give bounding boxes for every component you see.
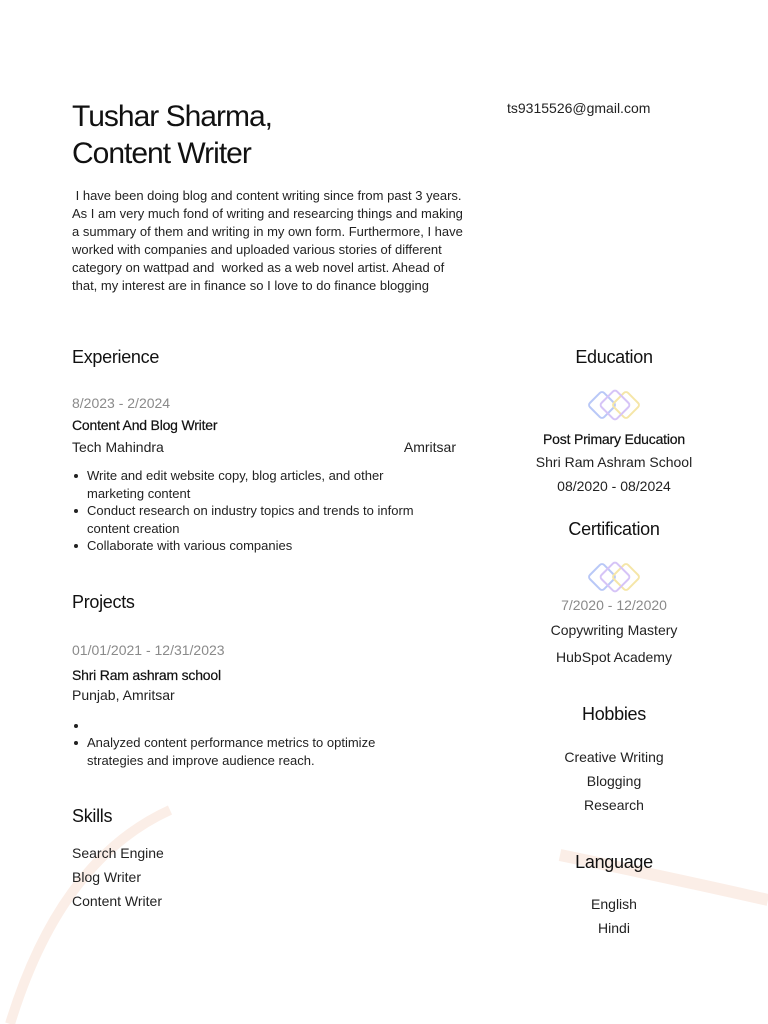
project-date: 01/01/2021 - 12/31/2023 — [72, 641, 225, 658]
education-school: Shri Ram Ashram School — [535, 454, 693, 470]
stacked-diamonds-icon — [586, 561, 642, 595]
candidate-name — [72, 98, 272, 172]
experience-location: Amritsar — [403, 439, 456, 455]
hobbies-heading: Hobbies — [582, 704, 646, 724]
language-item: Hindi — [598, 920, 630, 936]
certification-heading: Certification — [568, 519, 660, 539]
skill-item: Content Writer — [72, 893, 162, 909]
experience-company-row — [72, 439, 456, 455]
stacked-diamonds-icon — [586, 389, 642, 423]
education-date: 08/2020 - 08/2024 — [557, 478, 671, 494]
hobby-item: Research — [584, 797, 644, 813]
skills-heading: Skills — [72, 806, 113, 826]
profile-summary: I have been doing blog and content writing since from past 3 years. As I am very much fond of writing and researcing things and making a summary of them and writing in my own form. Furthermore, I have worked with companies and uploaded various stories of different category on wattpad and worked as a web novel artist. Ahead of that, my interest are in finance so I love to do finance blogging — [72, 188, 463, 293]
experience-company: Tech Mahindra — [72, 439, 164, 455]
list-item: Write and edit website copy, blog articles, and other marketing content — [72, 467, 442, 502]
project-bullets — [72, 717, 412, 770]
skills-list — [72, 841, 456, 913]
education-heading: Education — [575, 347, 653, 367]
list-item — [72, 717, 412, 735]
hobbies-list — [516, 745, 712, 817]
projects-heading: Projects — [72, 591, 135, 612]
left-column — [72, 346, 456, 913]
language-heading: Language — [575, 852, 653, 872]
language-list — [516, 892, 712, 940]
project-name: Shri Ram ashram school — [72, 666, 221, 683]
experience-heading: Experience — [72, 347, 160, 367]
education-degree: Post Primary Education — [543, 431, 685, 447]
hobby-item: Blogging — [586, 773, 642, 789]
certification-issuer: HubSpot Academy — [556, 649, 672, 665]
name-line: Tushar Sharma, — [72, 100, 272, 133]
certification-name: Copywriting Mastery — [550, 622, 678, 638]
language-item: English — [591, 896, 637, 912]
list-item: Conduct research on industry topics and trends to inform content creation — [72, 502, 442, 537]
right-column — [516, 346, 712, 940]
email-address[interactable]: ts9315526@gmail.com — [507, 100, 651, 116]
experience-date: 8/2023 - 2/2024 — [72, 395, 171, 411]
hobby-item: Creative Writing — [564, 749, 664, 765]
list-item: Collaborate with various companies — [72, 537, 442, 555]
list-item: Analyzed content performance metrics to optimize strategies and improve audience reach. — [72, 734, 412, 769]
experience-role: Content And Blog Writer — [72, 417, 218, 433]
skill-item: Search Engine — [72, 845, 164, 861]
project-place: Punjab, Amritsar — [72, 686, 175, 703]
skill-item: Blog Writer — [72, 869, 141, 885]
certification-date: 7/2020 - 12/2020 — [561, 597, 667, 613]
job-title: Content Writer — [72, 137, 251, 170]
experience-bullets — [72, 467, 442, 555]
